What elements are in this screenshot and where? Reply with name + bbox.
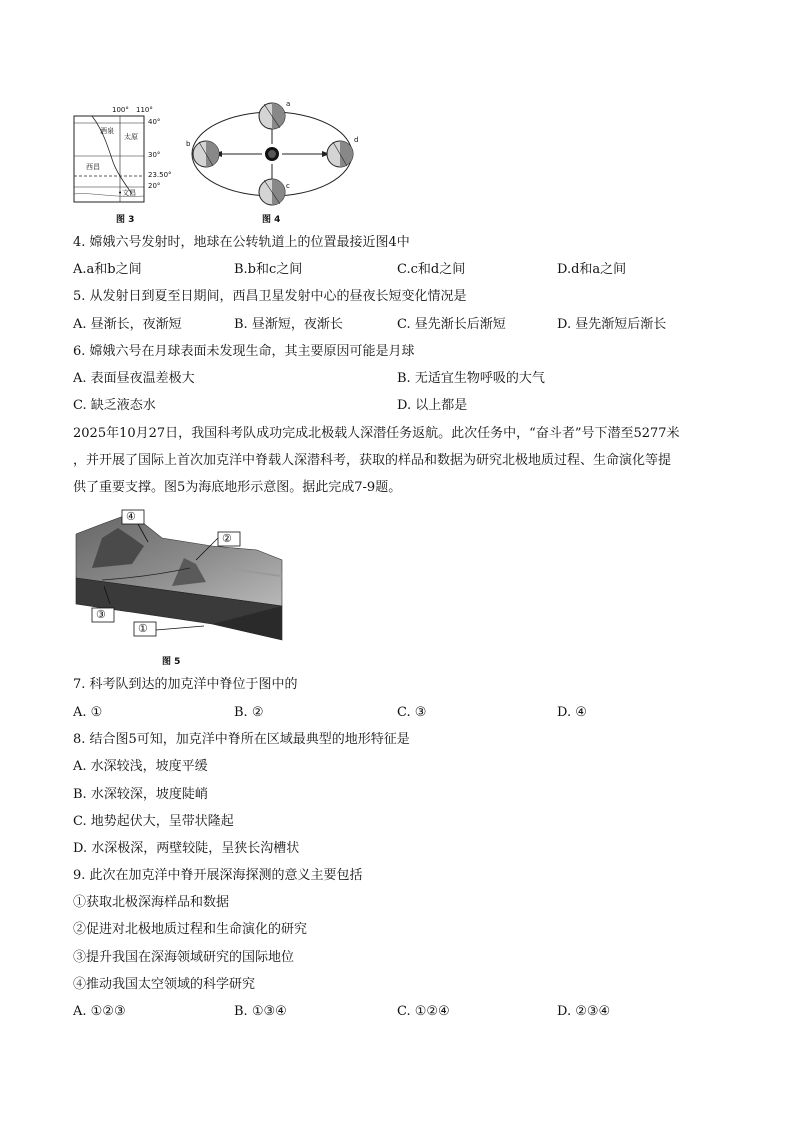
q7-option-b: B. ② xyxy=(234,705,264,720)
passage-line-1: 2025年10月27日，我国科考队成功完成北极载人深潜任务返航。此次任务中，“奋斗者”号下潜至5277米 xyxy=(73,426,680,441)
figure-3-caption: 图 3 xyxy=(116,215,135,225)
q9-option-d: D. ②③④ xyxy=(557,1004,611,1019)
question-5-stem: 5. 从发射日到夏至日期间，西昌卫星发射中心的昼夜长短变化情况是 xyxy=(73,289,467,304)
position-d: d xyxy=(354,136,359,144)
place-jiuquan: 酒泉 xyxy=(100,127,114,135)
q9-option-b: B. ①③④ xyxy=(234,1004,287,1019)
q8-option-a: A. 水深较浅，坡度平缓 xyxy=(73,759,208,774)
figure-5-seafloor xyxy=(72,508,294,668)
q9-item-1: ①获取北极深海样品和数据 xyxy=(73,895,230,910)
q6-option-a: A. 表面昼夜温差极大 xyxy=(73,371,195,386)
question-4-stem: 4. 嫦娥六号发射时，地球在公转轨道上的位置最接近图4中 xyxy=(73,235,410,250)
figure-3 xyxy=(72,104,182,228)
q9-option-c: C. ①②④ xyxy=(397,1004,450,1019)
position-b: b xyxy=(186,140,191,148)
figure-4-caption: 图 4 xyxy=(262,215,281,225)
q4-option-c: C.c和d之间 xyxy=(397,262,466,277)
q4-option-a: A.a和b之间 xyxy=(73,262,142,277)
lat-label-30: 30° xyxy=(148,151,161,159)
question-9-stem: 9. 此次在加克洋中脊开展深海探测的意义主要包括 xyxy=(73,868,363,883)
q8-option-b: B. 水深较深，坡度陡峭 xyxy=(73,787,208,802)
q9-item-3: ③提升我国在深海领域研究的国际地位 xyxy=(73,950,295,965)
earth-d xyxy=(327,141,353,167)
q4-option-b: B.b和c之间 xyxy=(234,262,303,277)
q5-option-d: D. 昼先渐短后渐长 xyxy=(557,317,667,332)
q7-option-c: C. ③ xyxy=(397,705,427,720)
place-wenchang: •文昌 xyxy=(118,189,137,197)
lat-label-23-5: 23.50° xyxy=(148,171,172,179)
q6-option-c: C. 缺乏液态水 xyxy=(73,398,156,413)
lon-label-110: 110° xyxy=(136,106,153,114)
q4-option-d: D.d和a之间 xyxy=(557,262,627,277)
question-7-stem: 7. 科考队到达的加克洋中脊位于图中的 xyxy=(73,677,298,692)
position-a: a xyxy=(286,100,291,108)
question-8-stem: 8. 结合图5可知，加克洋中脊所在区域最典型的地形特征是 xyxy=(73,732,410,747)
question-6-stem: 6. 嫦娥六号在月球表面未发现生命，其主要原因可能是月球 xyxy=(73,344,415,359)
earth-c xyxy=(259,179,285,205)
q6-option-d: D. 以上都是 xyxy=(397,398,468,413)
marker-1: ① xyxy=(138,622,148,635)
q8-option-d: D. 水深极深，两壁较陡，呈狭长沟槽状 xyxy=(73,841,300,856)
q9-option-a: A. ①②③ xyxy=(73,1004,126,1019)
lat-label-20: 20° xyxy=(148,182,161,190)
lat-label-40: 40° xyxy=(148,118,161,126)
figure-4-orbit xyxy=(184,96,364,228)
q5-option-a: A. 昼渐长，夜渐短 xyxy=(73,317,182,332)
lon-label-100: 100° xyxy=(112,106,129,114)
passage-line-2: ，并开展了国际上首次加克洋中脊载人深潜科考，获取的样品和数据为研究北极地质过程、生命演化等提 xyxy=(73,453,672,468)
marker-2: ② xyxy=(222,532,232,545)
q5-option-b: B. 昼渐短，夜渐长 xyxy=(234,317,343,332)
q9-item-4: ④推动我国太空领域的科学研究 xyxy=(73,977,256,992)
marker-4: ④ xyxy=(126,510,136,523)
position-c: c xyxy=(286,182,290,190)
figure-5-caption: 图 5 xyxy=(162,657,181,667)
place-taiyuan: 太原 xyxy=(124,133,138,141)
earth-b xyxy=(193,141,219,167)
earth-a xyxy=(259,103,285,129)
marker-3: ③ xyxy=(96,608,106,621)
q9-item-2: ②促进对北极地质过程和生命演化的研究 xyxy=(73,922,308,937)
q7-option-a: A. ① xyxy=(73,705,103,720)
q8-option-c: C. 地势起伏大，呈带状隆起 xyxy=(73,814,234,829)
figure-5 xyxy=(72,508,294,668)
figure-4 xyxy=(184,96,364,228)
q5-option-c: C. 昼先渐长后渐短 xyxy=(397,317,506,332)
q7-option-d: D. ④ xyxy=(557,705,587,720)
passage-line-3: 供了重要支撑。图5为海底地形示意图。据此完成7-9题。 xyxy=(73,480,402,495)
q6-option-b: B. 无适宜生物呼吸的大气 xyxy=(397,371,545,386)
place-xichang: 西昌 xyxy=(86,163,100,171)
